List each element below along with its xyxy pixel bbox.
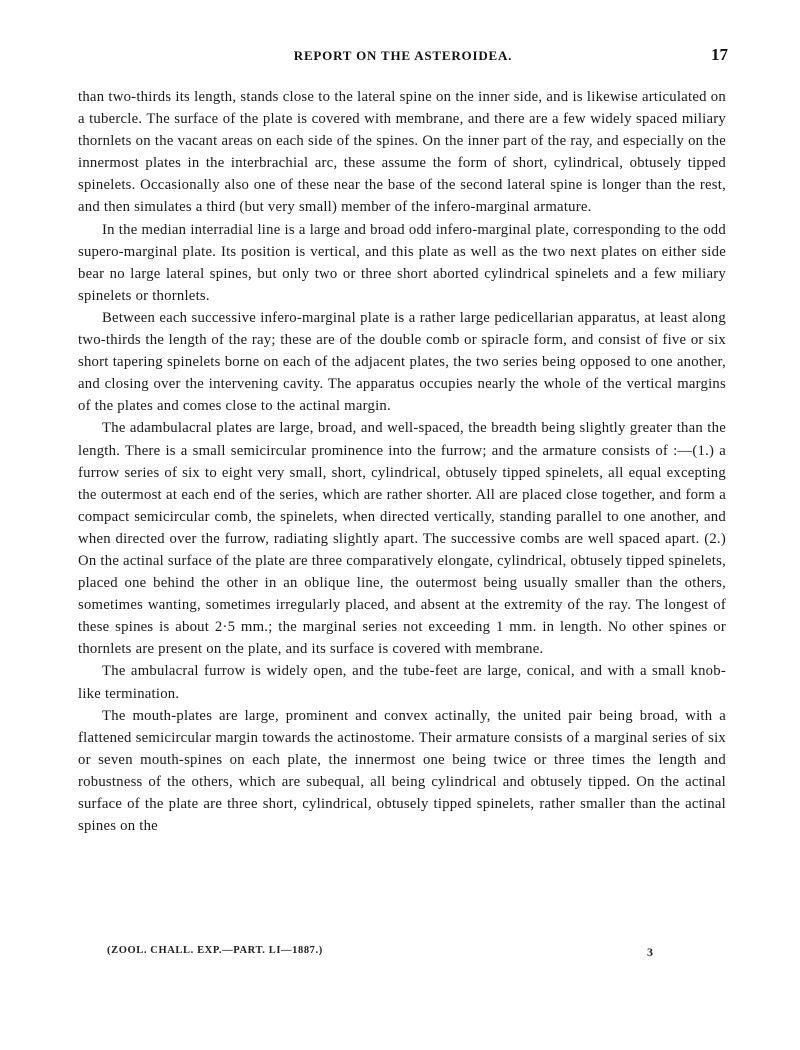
body-text: [78, 86, 726, 837]
paragraph-ambulacral-furrow: The ambulacral furrow is widely open, and the tube-feet are large, conical, and with a small knob-like termination.: [78, 663, 726, 702]
page-number: 17: [711, 45, 728, 64]
running-head: [78, 45, 728, 70]
paragraph-adambulacral: The adambulacral plates are large, broad, and well-spaced, the breadth being slightly greater than the length. There is a small semicircular prominence into the furrow; and the armature consists of :—(1.) a furrow series of six to eight very small, short, cylindrical, obtusely tipped spinelets, all equal excepting the outermost at each end of the series, which are rather shorter. All are placed close together, and form a compact semicircular comb, the spinelets, when directed vertically, standing parallel to one another, and when directed over the furrow, radiating slightly apart. The successive combs are well spaced apart. (2.) On the actinal surface of the plate are three comparatively elongate, cylindrical, obtusely tipped spinelets, placed one behind the other in an oblique line, the outermost being usually smaller than the others, sometimes wanting, sometimes irregularly placed, and absent at the extremity of the ray. The longest of these spines is about 2·5 mm.; the marginal series not exceeding 1 mm. in length. No other spines or thornlets are present on the plate, and its surface is covered with membrane.: [78, 420, 726, 658]
paragraph-pedicellarian: Between each successive infero-marginal plate is a rather large pedicellarian apparatus, at least along two-thirds the length of the ray; these are of the double comb or spiracle form, and consist of five or six short tapering spinelets borne on each of the adjacent plates, the two series being opposed to one another, and closing over the intervening cavity. The apparatus occupies nearly the whole of the vertical margins of the plates and comes close to the actinal margin.: [78, 309, 726, 415]
paragraph-median-interradial: In the median interradial line is a large and broad odd infero-marginal plate, corresponding to the odd supero-marginal plate. Its position is vertical, and this plate as well as the two next plates on either side bear no large lateral spines, but only two or three short aborted cylindrical spinelets and a few miliary spinelets or thornlets.: [78, 221, 726, 304]
running-title: REPORT ON THE ASTEROIDEA.: [293, 48, 513, 63]
paragraph-mouth-plates: The mouth-plates are large, prominent and convex actinally, the united pair being broad, with a flattened semicircular margin towards the actinostome. Their armature consists of a marginal series of six or seven mouth-spines on each plate, the innermost one being twice or three times the length and robustness of the others, which are subequal, all being cylindrical and obtusely tipped. On the actinal surface of the plate are three short, cylindrical, obtusely tipped spinelets, rather smaller than the actinal spines on the: [78, 707, 726, 835]
paragraph-continued: than two-thirds its length, stands close to the lateral spine on the inner side, and is likewise articulated on a tubercle. The surface of the plate is covered with membrane, and there are a few widely spaced miliary thornlets on the vacant areas on each side of the spines. On the inner part of the ray, and especially on the innermost plates in the interbrachial arc, these assume the form of short, cylindrical, obtusely tipped spinelets. Occasionally also one of these near the base of the second lateral spine is longer than the rest, and then simulates a third (but very small) member of the infero-marginal armature.: [78, 89, 726, 216]
footer-line: [107, 945, 653, 963]
footer-note: (ZOOL. CHALL. EXP.—PART. LI—1887.): [107, 945, 323, 956]
signature-mark: 3: [647, 945, 653, 959]
